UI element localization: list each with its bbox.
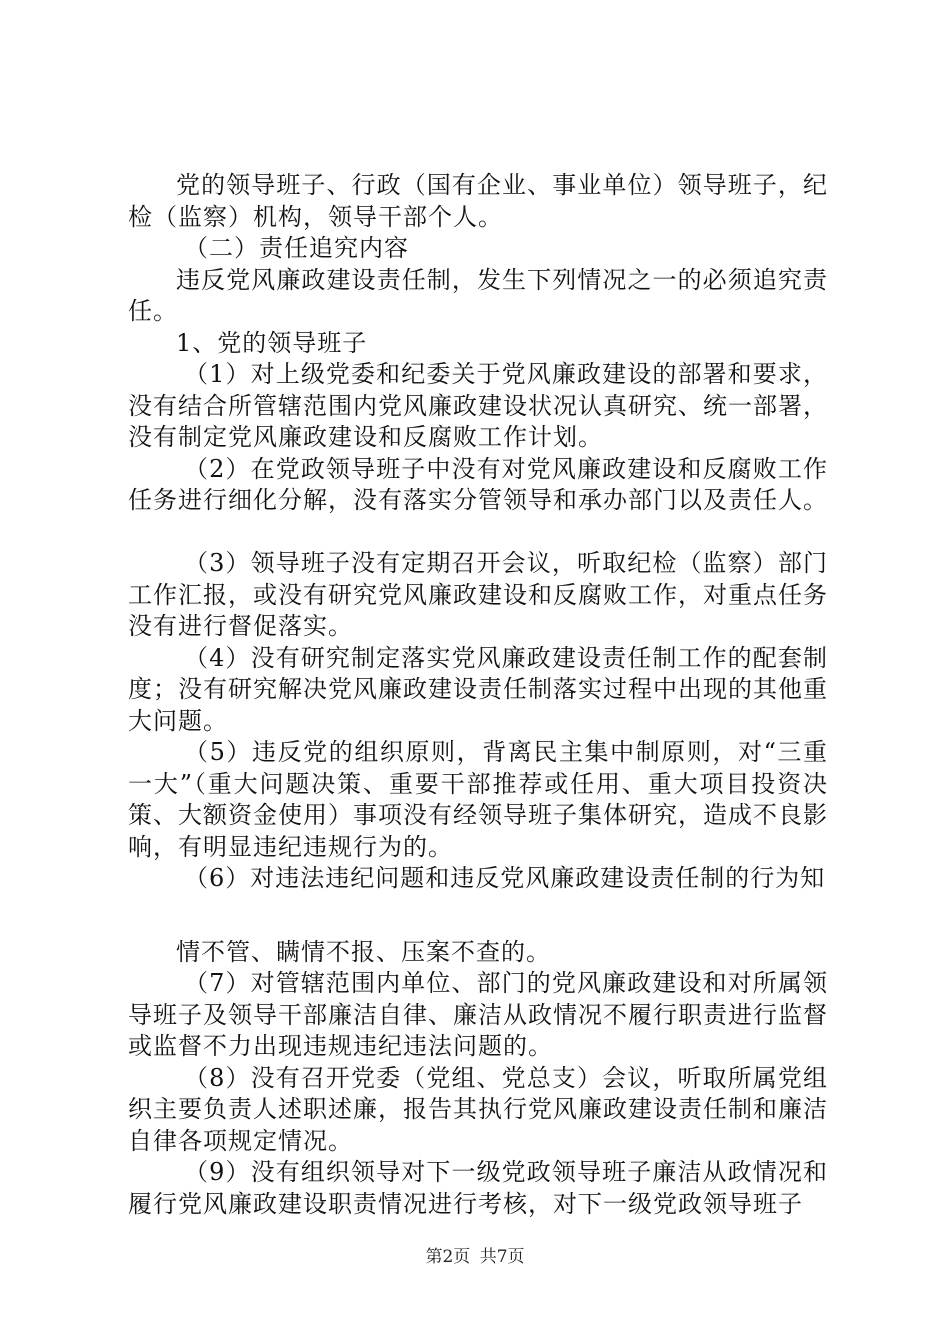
list-item-3: （3）领导班子没有定期召开会议，听取纪检（监察）部门工作汇报，或没有研究党风廉政建设和反腐败工作，对重点任务没有进行督促落实。	[128, 549, 828, 640]
list-item-4: （4）没有研究制定落实党风廉政建设责任制工作的配套制度；没有研究解决党风廉政建设责任制落实过程中出现的其他重大问题。	[128, 643, 828, 735]
list-item-6-continued: 情不管、瞒情不报、压案不查的。	[176, 937, 551, 966]
page-number: 第2页	[425, 1247, 471, 1267]
page-footer	[0, 1246, 950, 1268]
paragraph-scope: 党的领导班子、行政（国有企业、事业单位）领导班子，纪检（监察）机构，领导干部个人。	[128, 171, 828, 231]
list-item-7: （7）对管辖范围内单位、部门的党风廉政建设和对所属领导班子及领导干部廉洁自律、廉洁从政情况不履行职责进行监督或监督不力出现违规违纪违法问题的。	[128, 969, 828, 1060]
paragraph-intro: 违反党风廉政建设责任制，发生下列情况之一的必须追究责任。	[128, 265, 828, 325]
list-item-8: （8）没有召开党委（党组、党总支）会议，听取所属党组织主要负责人述职述廉，报告其执行党风廉政建设责任制和廉洁自律各项规定情况。	[128, 1063, 828, 1155]
section-heading-accountability: （二）责任追究内容	[184, 234, 409, 262]
document-body	[128, 170, 828, 1220]
list-item-5: （5）违反党的组织原则，背离民主集中制原则，对“三重一大”（重大问题决策、重要干部推荐或任用、重大项目投资决策、大额资金使用）事项没有经领导班子集体研究，造成不良影响，有明显违纪违规行为的。	[128, 738, 828, 861]
list-item-1: （1）对上级党委和纪委关于党风廉政建设的部署和要求，没有结合所管辖范围内党风廉政建设状况认真研究、统一部署，没有制定党风廉政建设和反腐败工作计划。	[128, 360, 828, 451]
list-item-6: （6）对违法违纪问题和违反党风廉政建设责任制的行为知	[184, 864, 826, 892]
page-total: 共7页	[479, 1247, 525, 1267]
list-item-9: （9）没有组织领导对下一级党政领导班子廉洁从政情况和履行党风廉政建设职责情况进行考核，对下一级党政领导班子	[128, 1158, 828, 1218]
subheading-party-leadership: 1、党的领导班子	[176, 328, 368, 357]
list-item-2: （2）在党政领导班子中没有对党风廉政建设和反腐败工作任务进行细化分解，没有落实分管领导和承办部门以及责任人。	[128, 454, 828, 514]
